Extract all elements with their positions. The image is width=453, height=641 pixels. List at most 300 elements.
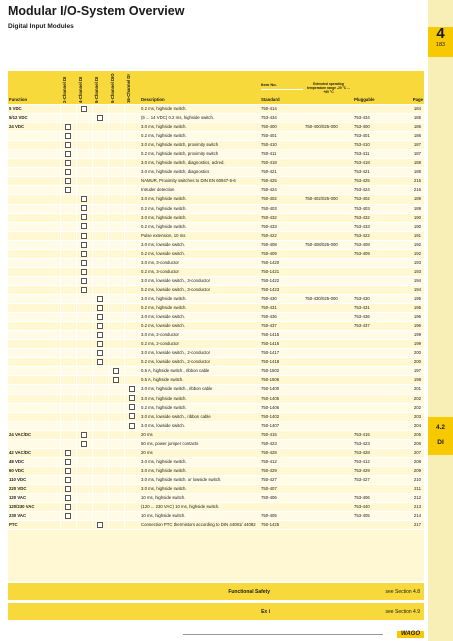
row-description: 3.0 ms, 2-conductor [140,331,260,340]
channel-cell [124,340,140,349]
row-standard: 750-425 [260,177,304,186]
channel-cell [124,168,140,177]
row-pluggable: 753-425 [353,177,399,186]
row-function: 24 VDC [8,123,60,132]
channel-cell [60,521,76,530]
channel-cell [92,503,108,512]
row-extended [304,186,353,195]
channel-cell [108,141,124,150]
channel-cell [124,267,140,276]
row-pluggable: 753-406 [353,494,399,503]
checkbox-icon [81,233,87,239]
channel-cell [124,430,140,439]
row-pluggable [353,394,399,403]
row-description: 3.0 ms, highside switch. [140,466,260,475]
row-standard: 750-1422 [260,276,304,285]
row-page: 187 [399,150,424,159]
channel-cell [108,231,124,240]
table-row [8,340,424,349]
checkbox-icon [81,242,87,248]
row-extended [304,276,353,285]
row-extended [304,304,353,313]
row-extended [304,503,353,512]
checkbox-icon [97,305,103,311]
row-standard [260,503,304,512]
table-row [8,168,424,177]
channel-cell [60,331,76,340]
row-function [8,168,60,177]
row-function: 60 VDC [8,466,60,475]
channel-cell [124,521,140,530]
row-standard: 750-423 [260,439,304,448]
channel-cell [124,186,140,195]
row-extended [304,448,353,457]
header-4ch: 4-Channel DI [76,71,92,105]
channel-cell [60,394,76,403]
row-pluggable: 753-401 [353,132,399,141]
row-function: 220 VDC [8,484,60,493]
checkbox-icon [97,359,103,365]
row-page: 208 [399,457,424,466]
channel-cell [76,159,92,168]
row-standard: 750-412 [260,457,304,466]
channel-cell [124,403,140,412]
checkbox-icon [81,278,87,284]
row-page: 198 [399,376,424,385]
row-description: 3.0 ms, highside switch. [140,213,260,222]
row-description: 50 ms, power jumper contacts [140,439,260,448]
checkbox-icon [129,395,135,401]
row-standard: 750-1506 [260,376,304,385]
row-extended [304,466,353,475]
channel-cell [92,512,108,521]
channel-cell [108,421,124,430]
checkbox-icon [81,196,87,202]
row-description: 3.0 ms, 3-conductor [140,258,260,267]
channel-cell [60,123,76,132]
channel-cell [124,385,140,394]
row-extended [304,439,353,448]
channel-cell [108,494,124,503]
row-function [8,421,60,430]
channel-cell [76,231,92,240]
channel-cell [76,204,92,213]
channel-cell [92,186,108,195]
channel-cell [124,177,140,186]
row-extended [304,403,353,412]
row-extended [304,231,353,240]
row-description: 3.0 ms, highside switch, diagnostics [140,168,260,177]
channel-cell [60,385,76,394]
table-row [8,159,424,168]
functional-safety-row[interactable] [8,583,424,600]
table-row [8,322,424,331]
row-extended [304,322,353,331]
row-function [8,285,60,294]
channel-cell [92,159,108,168]
channel-cell [60,367,76,376]
channel-cell [124,294,140,303]
header-2ch: 2-Channel DI [60,71,76,105]
channel-cell [108,448,124,457]
row-standard: 750-430 [260,294,304,303]
channel-cell [108,177,124,186]
row-description: 0.2 ms, lowside switch. [140,322,260,331]
row-standard: 750-407 [260,484,304,493]
channel-cell [124,322,140,331]
row-description: 20 ms [140,448,260,457]
row-description: 0.2 ms, 3-conductor [140,267,260,276]
channel-cell [60,376,76,385]
page-subtitle: Digital Input Modules [8,23,74,30]
row-standard: 750-428 [260,448,304,457]
row-function [8,403,60,412]
channel-cell [92,394,108,403]
checkbox-icon [97,332,103,338]
channel-cell [124,412,140,421]
header-16ch: 16-Channel DI [124,71,140,105]
channel-cell [76,340,92,349]
channel-cell [124,439,140,448]
row-standard: 750-427 [260,475,304,484]
channel-cell [60,285,76,294]
row-description: 3.0 ms, highside switch, diagnostics, aclred. [140,159,260,168]
channel-cell [92,105,108,114]
channel-cell [60,132,76,141]
row-page: 217 [399,521,424,530]
channel-cell [76,376,92,385]
row-function [8,349,60,358]
table-row [8,249,424,258]
channel-cell [92,494,108,503]
channel-cell [60,105,76,114]
checkbox-icon [65,459,71,465]
channel-cell [76,195,92,204]
row-description: 0.2 ms, highside switch. [140,132,260,141]
table-row [8,358,424,367]
row-page: 192 [399,240,424,249]
checkbox-icon [97,350,103,356]
row-extended [304,159,353,168]
row-function [8,159,60,168]
checkbox-icon [65,133,71,139]
channel-cell [108,195,124,204]
row-description: 10 ms, highside switch. [140,512,260,521]
row-page: 214 [399,512,424,521]
channel-cell [124,258,140,267]
channel-cell [92,213,108,222]
row-page: 201 [399,385,424,394]
row-description: (120 ... 230 VAC) 10 ms, highside switch. [140,503,260,512]
row-function [8,195,60,204]
sidebar-strip [428,0,453,641]
channel-cell [124,313,140,322]
header-8ch: 8-Channel DI [92,71,108,105]
channel-cell [76,403,92,412]
channel-cell [76,285,92,294]
checkbox-icon [113,368,119,374]
row-pluggable [353,349,399,358]
row-pluggable: 753-422 [353,231,399,240]
row-function [8,331,60,340]
row-extended [304,285,353,294]
checkbox-icon [81,205,87,211]
row-function: 5 VDC [8,105,60,114]
row-standard: 750-421 [260,168,304,177]
channel-cell [76,249,92,258]
row-page: 211 [399,484,424,493]
row-standard: 750-431 [260,304,304,313]
row-page: 189 [399,204,424,213]
channel-cell [108,367,124,376]
row-page: 188 [399,159,424,168]
channel-cell [76,358,92,367]
table-row [8,394,424,403]
channel-cell [60,240,76,249]
row-description: 3.0 ms, highside switch., ribbon cable [140,385,260,394]
row-pluggable: 753-428 [353,448,399,457]
row-pluggable: 753-440 [353,503,399,512]
row-extended [304,421,353,430]
channel-cell [108,466,124,475]
row-description: 0.2 ms, lowside switch., 2-conductor [140,358,260,367]
checkbox-icon [97,296,103,302]
table-row [8,448,424,457]
channel-cell [60,231,76,240]
channel-cell [60,195,76,204]
row-extended [304,204,353,213]
row-page: 213 [399,503,424,512]
row-standard: 750-1420 [260,258,304,267]
row-page: 194 [399,285,424,294]
row-page: 205 [399,430,424,439]
table-row [8,267,424,276]
row-extended: 750-402/025-000 [304,195,353,204]
row-extended [304,177,353,186]
row-pluggable: 753-423 [353,439,399,448]
channel-cell [108,267,124,276]
checkbox-icon [65,151,71,157]
table-row [8,105,424,114]
row-standard: 750-432 [260,213,304,222]
row-description: 0.2 ms, highside switch. [140,222,260,231]
channel-cell [124,304,140,313]
channel-cell [108,150,124,159]
channel-cell [108,240,124,249]
row-page: 212 [399,494,424,503]
row-extended [304,114,353,123]
channel-cell [92,267,108,276]
channel-cell [60,141,76,150]
channel-cell [76,385,92,394]
channel-cell [60,421,76,430]
row-page: 202 [399,394,424,403]
channel-cell [124,114,140,123]
row-extended [304,376,353,385]
row-pluggable [353,285,399,294]
channel-cell [60,340,76,349]
row-description: 3.0 ms, lowside switch., ribbon cable [140,412,260,421]
row-pluggable [353,385,399,394]
row-extended [304,521,353,530]
channel-cell [92,123,108,132]
channel-cell [92,475,108,484]
channel-cell [60,150,76,159]
row-description: 0.2 ms, highside switch. [140,403,260,412]
channel-cell [76,448,92,457]
table-row [8,141,424,150]
row-description: 3.0 ms, highside switch. [140,123,260,132]
table-row [8,484,424,493]
channel-cell [60,294,76,303]
row-pluggable: 753-432 [353,213,399,222]
channel-cell [108,285,124,294]
channel-cell [92,331,108,340]
checkbox-icon [81,260,87,266]
channel-cell [92,258,108,267]
channel-cell [108,340,124,349]
row-extended [304,313,353,322]
channel-cell [92,322,108,331]
channel-cell [124,494,140,503]
row-standard: 750-406 [260,494,304,503]
section-number: 4.2 [435,424,446,431]
row-extended [304,141,353,150]
checkbox-icon [129,423,135,429]
row-standard: 750-409 [260,249,304,258]
channel-cell [124,394,140,403]
row-page: 196 [399,313,424,322]
channel-cell [76,313,92,322]
channel-cell [76,331,92,340]
channel-cell [76,258,92,267]
chapter-tab[interactable] [428,27,453,57]
row-description: 0.2 ms, highside switch. [140,105,260,114]
row-pluggable: 753-412 [353,457,399,466]
row-description: Intruder detection [140,186,260,195]
channel-cell [108,132,124,141]
checkbox-icon [65,450,71,456]
header-8ch-dio: 8-Channel DIO [108,71,124,105]
channel-cell [76,484,92,493]
row-description: 3.0 ms, highside switch. [140,195,260,204]
channel-cell [124,358,140,367]
header-item-no: Item No. [261,81,303,90]
channel-cell [108,213,124,222]
channel-cell [76,412,92,421]
table-row [8,114,424,123]
row-extended [304,168,353,177]
channel-cell [60,249,76,258]
table-row [8,430,424,439]
row-standard: 750-403 [260,204,304,213]
row-standard: 750-418 [260,159,304,168]
row-pluggable [353,276,399,285]
row-standard: 750-1405 [260,394,304,403]
channel-cell [108,186,124,195]
row-description: (5 ... 14 VDC) 0.2 ms, highside switch. [140,114,260,123]
checkbox-icon [97,314,103,320]
row-standard: 750-429 [260,466,304,475]
channel-cell [60,258,76,267]
channel-cell [124,367,140,376]
channel-cell [108,358,124,367]
channel-cell [124,213,140,222]
row-page: 185 [399,114,424,123]
channel-cell [76,114,92,123]
channel-cell [92,313,108,322]
page-title: Modular I/O-System Overview [8,4,185,18]
channel-cell [60,177,76,186]
channel-cell [92,484,108,493]
checkbox-icon [65,486,71,492]
row-page: 189 [399,195,424,204]
row-page: 202 [399,403,424,412]
row-description: 3.0 ms, highside switch. [140,457,260,466]
row-pluggable: 753-405 [353,512,399,521]
row-page: 184 [399,105,424,114]
channel-cell [124,276,140,285]
table-row [8,150,424,159]
row-extended: 750-430/025-000 [304,294,353,303]
channel-cell [108,439,124,448]
channel-cell [76,367,92,376]
checkbox-icon [113,377,119,383]
row-pluggable [353,258,399,267]
channel-cell [60,484,76,493]
row-function [8,222,60,231]
row-function: 230 VAC [8,512,60,521]
row-page: 191 [399,231,424,240]
row-description: 3.0 ms, highside switch, proximity switch [140,141,260,150]
table-row [8,132,424,141]
channel-cell [108,123,124,132]
channel-cell [76,222,92,231]
row-standard: 750-400 [260,123,304,132]
channel-cell [92,358,108,367]
channel-cell [76,494,92,503]
table-row [8,204,424,213]
table-row [8,331,424,340]
row-pluggable: 753-434 [353,114,399,123]
section-tab[interactable] [428,417,453,455]
channel-cell [76,457,92,466]
checkbox-icon [65,178,71,184]
channel-cell [124,484,140,493]
channel-cell [92,294,108,303]
row-pluggable [353,358,399,367]
channel-cell [76,105,92,114]
row-description: 3.0 ms, lowside switch., 3-conductor [140,276,260,285]
row-extended [304,105,353,114]
channel-cell [108,349,124,358]
header-page: Page [399,71,424,105]
channel-cell [60,213,76,222]
row-page: 194 [399,276,424,285]
row-pluggable: 753-408 [353,240,399,249]
row-standard: 750-410 [260,141,304,150]
row-pluggable: 753-400 [353,123,399,132]
row-function [8,258,60,267]
row-extended [304,222,353,231]
channel-cell [76,240,92,249]
checkbox-icon [97,323,103,329]
checkbox-icon [65,477,71,483]
row-description: 0.2 ms, 2-conductor [140,340,260,349]
ex-row[interactable] [8,603,424,620]
channel-cell [124,141,140,150]
row-description: NAMUR, Proximity switches to DIN EN 60947-5-6 [140,177,260,186]
